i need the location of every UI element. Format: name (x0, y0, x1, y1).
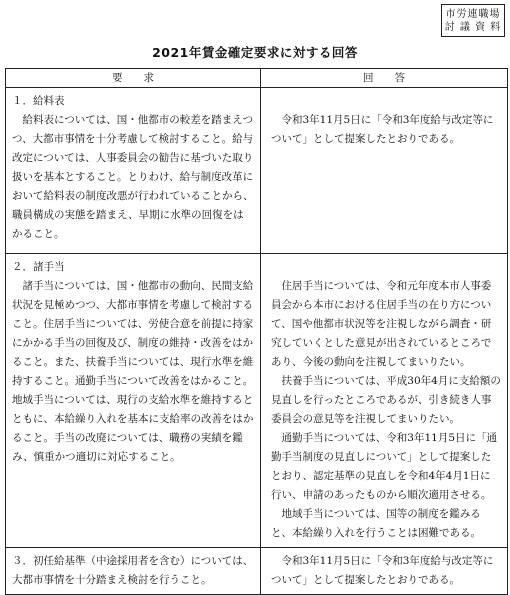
request-answer-table (5, 68, 508, 595)
request-text: 給料表については、国・他都市の較差を踏まえつつ、大都市事情を十分考慮して検討すること。給与改定については、人事委員会の勧告に基づいた取り扱いを基本とすること。とりわけ、給与制度改革において給料表の制度改悪が行われていることから、職員構成の実態を踏まえ、早期に水準の回復をはかること。 (12, 114, 254, 240)
answer-cell (261, 548, 508, 595)
request-column-header: 要 求 (6, 69, 261, 88)
discussion-material-stamp (441, 4, 505, 37)
item-heading: １．給料表 (12, 95, 65, 107)
answer-cell (261, 254, 508, 548)
table-row (6, 254, 508, 548)
answer-text: 通勤手当については、令和3年11月5日に「通勤手当制度の見直しについて」として提案したとおり、認定基準の見直しを令和4年4月1日に行い、申請のあったものから順次適用させる。 (271, 432, 498, 501)
request-cell (6, 548, 261, 595)
table-header-row (6, 69, 508, 88)
answer-text: 住居手当については、令和元年度本市人事委員会から本市における住居手当の在り方について、国や他都市状況等を注視しながら調査・研究していくとした意見が出されているところであり、今後の動向を注視してまいりたい。 (271, 280, 492, 368)
answer-cell (261, 88, 508, 254)
table-row (6, 88, 508, 254)
stamp-line-2: 討 議 資 料 (444, 22, 502, 33)
request-text: 諸手当については、国・他都市の動向、民間支給状況を見極めつつ、大都市事情を考慮して検討すること。住居手当については、労使合意を前提に持家にかかる手当の回復及び、制度の維持・改善をはかること。また、扶養手当については、現行水準を維持すること。通勤手当について改善をはかること。地域手当については、現行の支給水準を維持するとともに、本給繰り入れを基本に支給率の改善をはかること。手当の改廃については、職務の実績を鑑み、慎重かつ適切に対応すること。 (12, 280, 254, 463)
stamp-line-1: 市労連職場 (445, 9, 501, 20)
answer-text: 令和3年11月5日に「令和3年度給与改定等について」として提案したとおりである。 (271, 114, 494, 145)
answer-text: 扶養手当については、平成30年4月に支給額の見直しを行ったところであるが、引き続き人事委員会の意見等を注視してまいりたい。 (271, 375, 501, 425)
request-cell (6, 254, 261, 548)
answer-column-header: 回 答 (261, 69, 508, 88)
item-heading: ２．諸手当 (12, 261, 65, 273)
answer-text: 令和3年11月5日に「令和3年度給与改定等について」として提案したとおりである。 (271, 555, 494, 586)
table-row (6, 548, 508, 595)
item-heading: ３．初任給基準（中途採用者を含む）については、大都市事情を十分踏まえ検討を行うこと。 (12, 555, 254, 586)
answer-text: 地域手当については、国等の制度を鑑みると、本給繰り入れを行うことは困難である。 (271, 508, 481, 539)
request-cell (6, 88, 261, 254)
page-title: 2021年賃金確定要求に対する回答 (152, 45, 358, 60)
